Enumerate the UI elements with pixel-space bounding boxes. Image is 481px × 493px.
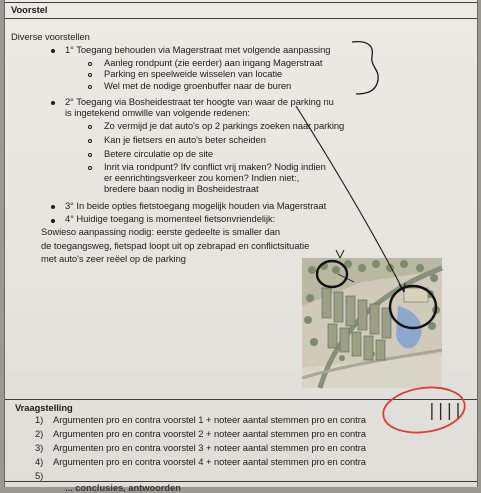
- next-section-header: ... conclusies, antwoorden: [65, 482, 181, 493]
- bullet-marker: [51, 49, 55, 53]
- voorstel-heading: Voorstel: [11, 4, 48, 15]
- sub-bullet-marker: [88, 125, 92, 129]
- bullet-marker: [51, 101, 55, 105]
- vraagstelling-heading: Vraagstelling: [15, 402, 73, 413]
- vraag-top-rule: [5, 399, 477, 400]
- proposal-2-sub-3: Betere circulatie op de site: [104, 148, 214, 159]
- voorstel-header-rule: [5, 18, 477, 19]
- proposal-2-heading: 2° Toegang via Bosheidestraat ter hoogte van waar de parking nu: [65, 96, 334, 107]
- intro-text: Diverse voorstellen: [11, 31, 90, 42]
- handwritten-tally: ||||: [429, 401, 464, 421]
- proposal-1-sub-1: Aanleg rondpunt (zie eerder) aan ingang Magerstraat: [104, 57, 323, 68]
- proposal-4-line-3: de toegangsweg, fietspad loopt uit op zebrapad en conflictsituatie: [41, 240, 310, 251]
- sub-bullet-marker: [88, 166, 92, 170]
- bullet-marker: [51, 219, 55, 223]
- question-4-text: Argumenten pro en contra voorstel 4 + noteer aantal stemmen pro en contra: [53, 456, 366, 467]
- question-number: 3): [35, 442, 44, 453]
- sub-bullet-marker: [88, 139, 92, 143]
- top-rule: [5, 2, 477, 3]
- question-number: 1): [35, 414, 44, 425]
- proposal-1-sub-2: Parking en speelweide wisselen van locatie: [104, 68, 283, 79]
- proposal-2-sub-4: Inrit via rondpunt? Ifv conflict vrij maken? Nodig indien: [104, 161, 326, 172]
- proposal-2-sub-2: Kan je fietsers en auto's beter scheiden: [104, 134, 266, 145]
- site-plan-image: [302, 258, 442, 388]
- proposal-1-sub-3: Wel met de nodige groenbuffer naar de buren: [104, 80, 292, 91]
- proposal-4-line-4: met auto's zeer reëel op de parking: [41, 253, 186, 264]
- question-number: 4): [35, 456, 44, 467]
- proposal-2-sub-1: Zo vermijd je dat auto's op 2 parkings zoeken naar parking: [104, 120, 345, 131]
- proposal-2-sub-4-cont: bredere baan nodig in Bosheidestraat: [104, 183, 259, 194]
- proposal-4-line-2: Sowieso aanpassing nodig: eerste gedeelte is smaller dan: [41, 226, 281, 237]
- proposal-2-sub-4-cont: er eenrichtingsverkeer zou komen? Indien niet:,: [104, 172, 300, 183]
- proposal-4-heading: 4° Huidige toegang is momenteel fietsonvriendelijk:: [65, 213, 276, 224]
- proposal-3-text: 3° In beide opties fietstoegang mogelijk houden via Magerstraat: [65, 200, 327, 211]
- proposal-1-heading: 1° Toegang behouden via Magerstraat met volgende aanpassing: [65, 44, 331, 55]
- sub-bullet-marker: [88, 62, 92, 66]
- question-3-text: Argumenten pro en contra voorstel 3 + noteer aantal stemmen pro en contra: [53, 442, 366, 453]
- sub-bullet-marker: [88, 85, 92, 89]
- sub-bullet-marker: [88, 73, 92, 77]
- question-1-text: Argumenten pro en contra voorstel 1 + noteer aantal stemmen pro en contra: [53, 414, 366, 425]
- question-number: 5): [35, 470, 44, 481]
- document-page: [4, 0, 478, 493]
- bullet-marker: [51, 205, 55, 209]
- sub-bullet-marker: [88, 153, 92, 157]
- question-2-text: Argumenten pro en contra voorstel 2 + noteer aantal stemmen pro en contra: [53, 428, 366, 439]
- proposal-2-heading-cont: is ingetekend omwille van volgende redenen:: [65, 107, 250, 118]
- question-number: 2): [35, 428, 44, 439]
